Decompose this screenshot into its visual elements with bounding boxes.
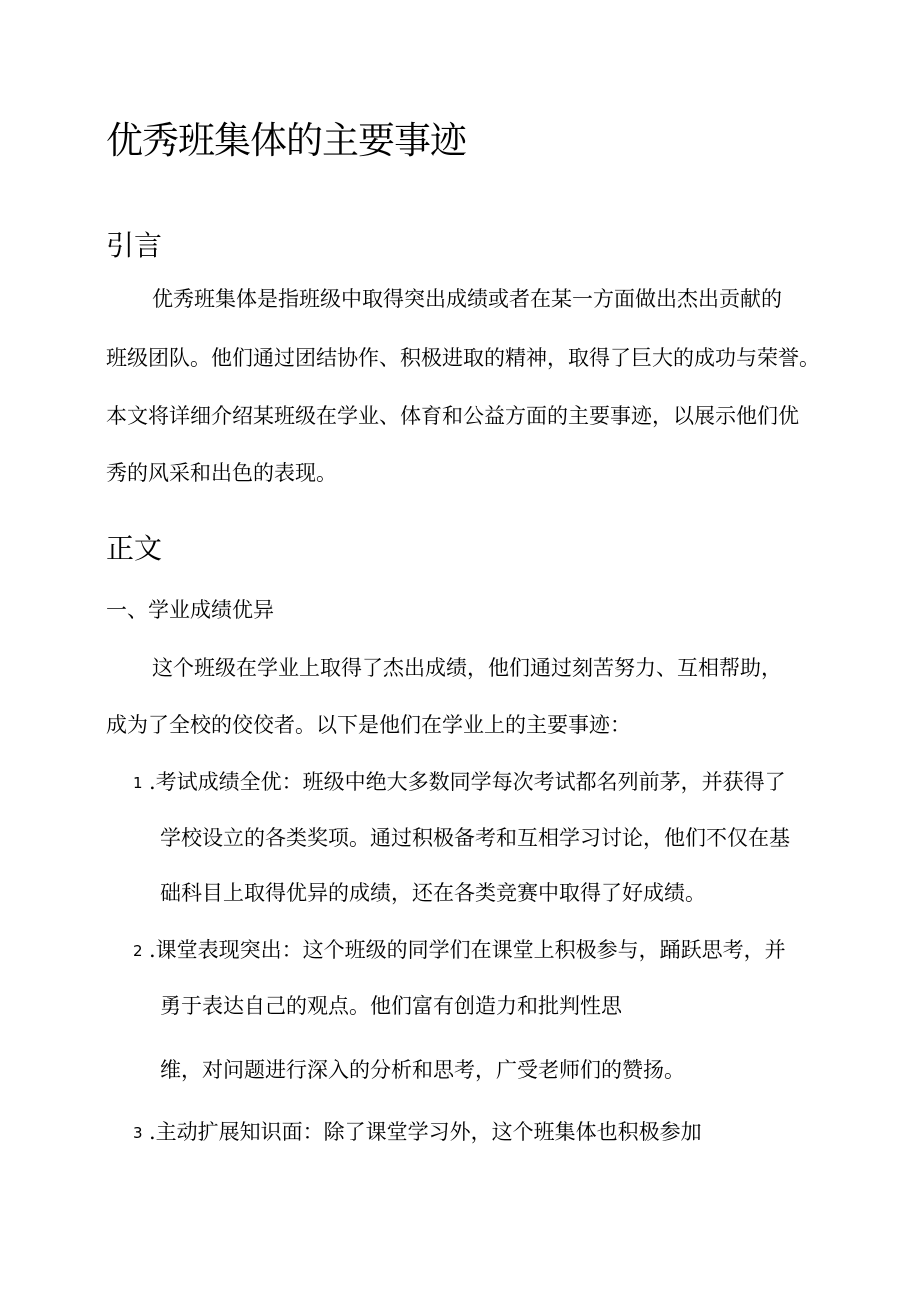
intro-heading: 引言 — [106, 229, 163, 262]
section-paragraph-line-2: 成为了全校的佼佼者。以下是他们在学业上的主要事迹： — [106, 713, 631, 737]
list-item-1-line-1: .考试成绩全优：班级中绝大多数同学每次考试都名列前茅，并获得了 — [149, 770, 786, 794]
list-item-number-3: 3 — [133, 1124, 143, 1142]
list-item-2-line-2: 勇于表达自己的观点。他们富有创造力和批判性思 — [160, 994, 622, 1018]
intro-line-4: 秀的风采和出色的表现。 — [106, 461, 337, 485]
list-item-1-line-3: 础科目上取得优异的成绩，还在各类竞赛中取得了好成绩。 — [160, 881, 706, 905]
section-paragraph-line-1: 这个班级在学业上取得了杰出成绩，他们通过刻苦努力、互相帮助， — [152, 656, 782, 680]
list-item-number-2: 2 — [133, 942, 143, 960]
intro-line-3: 本文将详细介绍某班级在学业、体育和公益方面的主要事迹，以展示他们优 — [106, 404, 799, 428]
list-item-number-1: 1 — [133, 774, 143, 792]
list-item-3-line-1: .主动扩展知识面：除了课堂学习外，这个班集体也积极参加 — [149, 1120, 702, 1144]
intro-line-1: 优秀班集体是指班级中取得突出成绩或者在某一方面做出杰出贡献的 — [152, 287, 782, 311]
section-heading-academic: 一、学业成绩优异 — [106, 598, 274, 622]
list-item-1-line-2: 学校设立的各类奖项。通过积极备考和互相学习讨论，他们不仅在基 — [160, 826, 790, 850]
document-title: 优秀班集体的主要事迹 — [106, 119, 466, 162]
list-item-2-line-3: 维，对问题进行深入的分析和思考，广受老师们的赞扬。 — [160, 1058, 685, 1082]
intro-line-2: 班级团队。他们通过团结协作、积极进取的精神，取得了巨大的成功与荣誉。 — [106, 346, 820, 370]
body-heading: 正文 — [106, 532, 163, 565]
list-item-2-line-1: .课堂表现突出：这个班级的同学们在课堂上积极参与，踊跃思考，并 — [149, 938, 786, 962]
